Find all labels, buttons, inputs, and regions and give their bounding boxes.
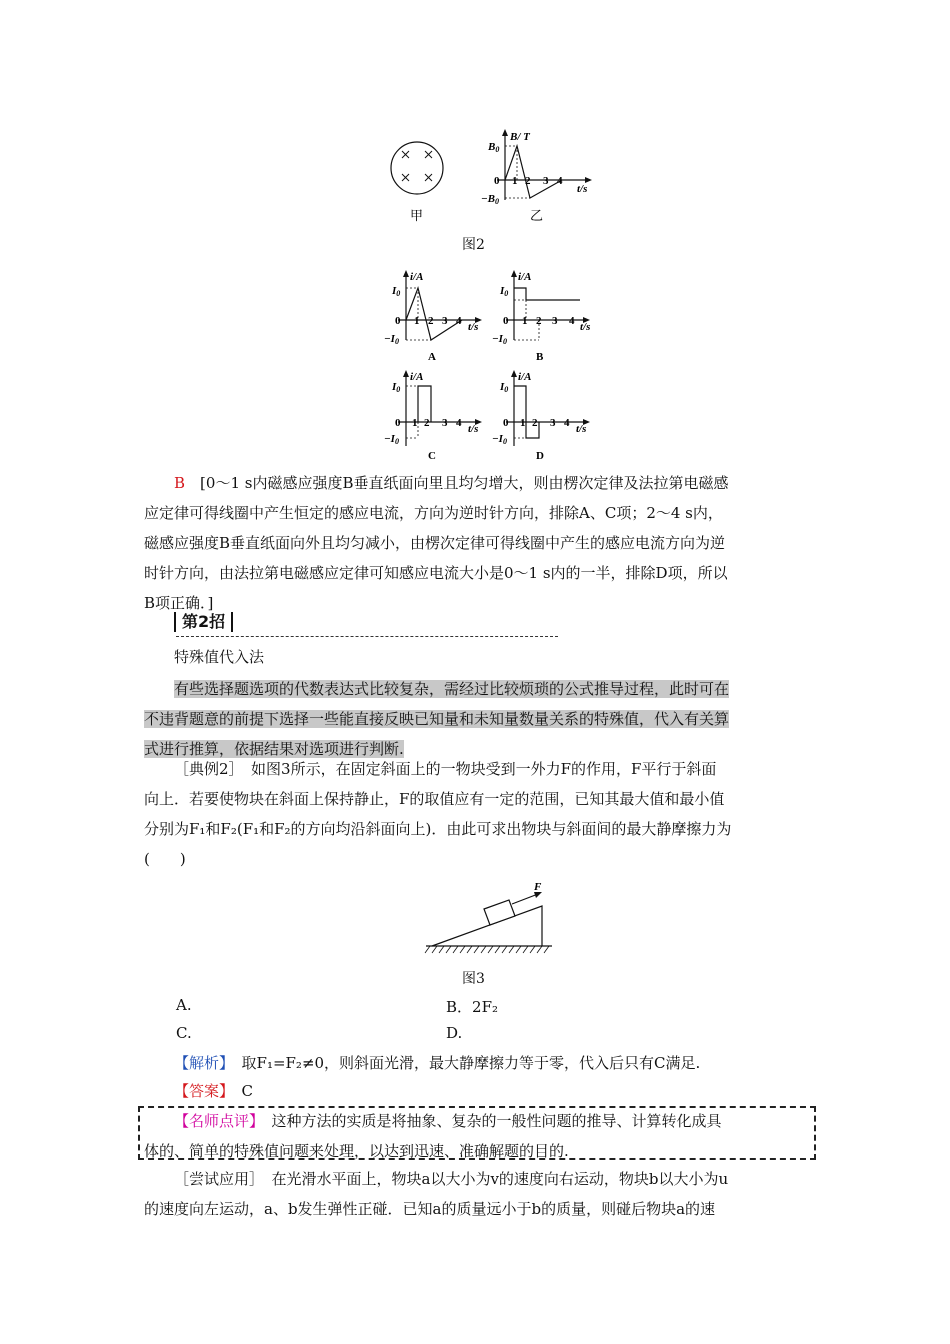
option-a: A. xyxy=(176,996,192,1014)
answer-letter: B xyxy=(174,474,186,492)
answer-tag: 【答案】 xyxy=(174,1082,227,1100)
analysis-tag: 【解析】 xyxy=(174,1054,227,1072)
svg-text:4: 4 xyxy=(569,315,575,327)
svg-text:B: B xyxy=(536,351,544,363)
svg-text:2: 2 xyxy=(532,417,538,429)
svg-text:t/s: t/s xyxy=(576,423,587,435)
svg-text:B/ T: B/ T xyxy=(510,131,530,143)
svg-text:0: 0 xyxy=(395,315,401,327)
svg-text:1: 1 xyxy=(412,417,418,429)
example-2: ［典例2］ 如图3所示，在固定斜面上的一物块受到一外力F的作用，F平行于斜面 向上．若要使物块在斜面上保持静止，F的取值应有一定的范围，已知其最大值和最小值 分别为F₁和F₂(F₁和F₂的方向均沿斜面向上)．由此可求出物块与斜面间的最大静摩擦力为 ( ) xyxy=(144,760,732,868)
section-subtitle: 特殊值代入法 xyxy=(174,648,265,666)
svg-text:i/A: i/A xyxy=(410,371,424,383)
svg-text:B0: B0 xyxy=(488,141,500,154)
svg-text:2: 2 xyxy=(424,417,430,429)
svg-text:I0: I0 xyxy=(500,285,509,298)
svg-text:−I0: −I0 xyxy=(384,433,399,446)
svg-text:i/A: i/A xyxy=(518,271,532,283)
svg-text:t/s: t/s xyxy=(580,321,591,333)
svg-text:4: 4 xyxy=(456,315,462,327)
svg-text:0: 0 xyxy=(395,417,401,429)
answer: 【答案】 C xyxy=(174,1082,254,1100)
graph-option-c xyxy=(384,370,482,460)
svg-text:I0: I0 xyxy=(392,285,401,298)
svg-text:I0: I0 xyxy=(500,381,509,394)
svg-text:2: 2 xyxy=(525,175,531,187)
svg-text:0: 0 xyxy=(503,315,509,327)
svg-text:4: 4 xyxy=(557,175,563,187)
label-jia: 甲 xyxy=(410,208,424,223)
try-apply: ［尝试应用］ 在光滑水平面上，物块a以大小为v的速度向右运动，物块b以大小为u 的速度向左运动，a、b发生弹性正碰．已知a的质量远小于b的质量，则碰后物块a的速 xyxy=(144,1170,729,1218)
answer-explanation: B [0～1 s内磁感应强度B垂直纸面向里且均匀增大，则由楞次定律及法拉第电磁感 应定律可得线圈中产生恒定的感应电流，方向为逆时针方向，排除A、C项；2～4 s内， 磁感应强度B垂直纸面向外且均匀减小，由楞次定律可得线圈中产生的感应电流方向为逆 时针方向，由法拉第电磁感应定律可知感应电流大小是0～1 s内的一半，排除D项，所以 B项正确．] xyxy=(144,474,729,612)
svg-text:3: 3 xyxy=(550,417,556,429)
b-t-graph xyxy=(481,129,592,223)
figure-3-caption: 图3 xyxy=(462,971,485,987)
svg-text:0: 0 xyxy=(494,175,500,187)
svg-text:i/A: i/A xyxy=(410,271,424,283)
svg-text:F: F xyxy=(534,881,542,893)
svg-text:1: 1 xyxy=(414,315,420,327)
svg-text:A: A xyxy=(428,351,436,363)
svg-text:−B0: −B0 xyxy=(481,193,500,206)
section-divider xyxy=(176,636,558,637)
section-intro: 有些选择题选项的代数表达式比较复杂，需经过比较烦琐的公式推导过程，此时可在 不违背题意的前提下选择一些能直接反映已知量和未知量数量关系的特殊值，代入有关算 式进行推算，依据结果对选项进行判断. xyxy=(144,680,730,758)
svg-text:D: D xyxy=(536,450,544,460)
svg-text:0: 0 xyxy=(503,417,509,429)
svg-text:3: 3 xyxy=(552,315,558,327)
option-graphs xyxy=(384,268,604,460)
svg-text:1: 1 xyxy=(512,175,518,187)
svg-text:t/s: t/s xyxy=(468,423,479,435)
figure-2 xyxy=(380,128,610,250)
svg-text:i/A: i/A xyxy=(518,371,532,383)
option-d: D. xyxy=(446,1024,463,1042)
svg-text:2: 2 xyxy=(536,315,542,327)
svg-text:−I0: −I0 xyxy=(384,333,399,346)
figure-2-caption: 图2 xyxy=(462,237,485,253)
section-heading: 第2招 xyxy=(174,612,233,632)
label-yi: 乙 xyxy=(530,208,544,223)
svg-text:3: 3 xyxy=(543,175,549,187)
graph-option-a xyxy=(384,270,482,363)
svg-text:4: 4 xyxy=(456,417,462,429)
svg-text:C: C xyxy=(428,450,436,460)
graph-option-b xyxy=(492,270,590,363)
svg-text:I0: I0 xyxy=(392,381,401,394)
comment-tag: 【名师点评】 xyxy=(174,1112,257,1130)
svg-text:1: 1 xyxy=(522,315,528,327)
analysis: 【解析】 取F₁=F₂≠0，则斜面光滑，最大静摩擦力等于零，代入后只有C满足. xyxy=(174,1054,701,1072)
svg-text:2: 2 xyxy=(428,315,434,327)
svg-text:−I0: −I0 xyxy=(492,333,507,346)
svg-text:4: 4 xyxy=(564,417,570,429)
svg-text:1: 1 xyxy=(520,417,526,429)
coil-diagram xyxy=(391,142,443,223)
svg-text:3: 3 xyxy=(442,417,448,429)
svg-text:−I0: −I0 xyxy=(492,433,507,446)
option-b: B．2F₂ xyxy=(446,998,498,1016)
svg-text:t/s: t/s xyxy=(577,183,588,195)
graph-option-d xyxy=(492,370,590,460)
svg-text:t/s: t/s xyxy=(468,321,479,333)
comment: 【名师点评】 这种方法的实质是将抽象、复杂的一般性问题的推导、计算转化成具 体的、简单的特殊值问题来处理，以达到迅速、准确解题的目的. xyxy=(144,1112,722,1160)
svg-text:3: 3 xyxy=(442,315,448,327)
option-c: C. xyxy=(176,1024,192,1042)
figure-3-incline xyxy=(420,880,560,962)
